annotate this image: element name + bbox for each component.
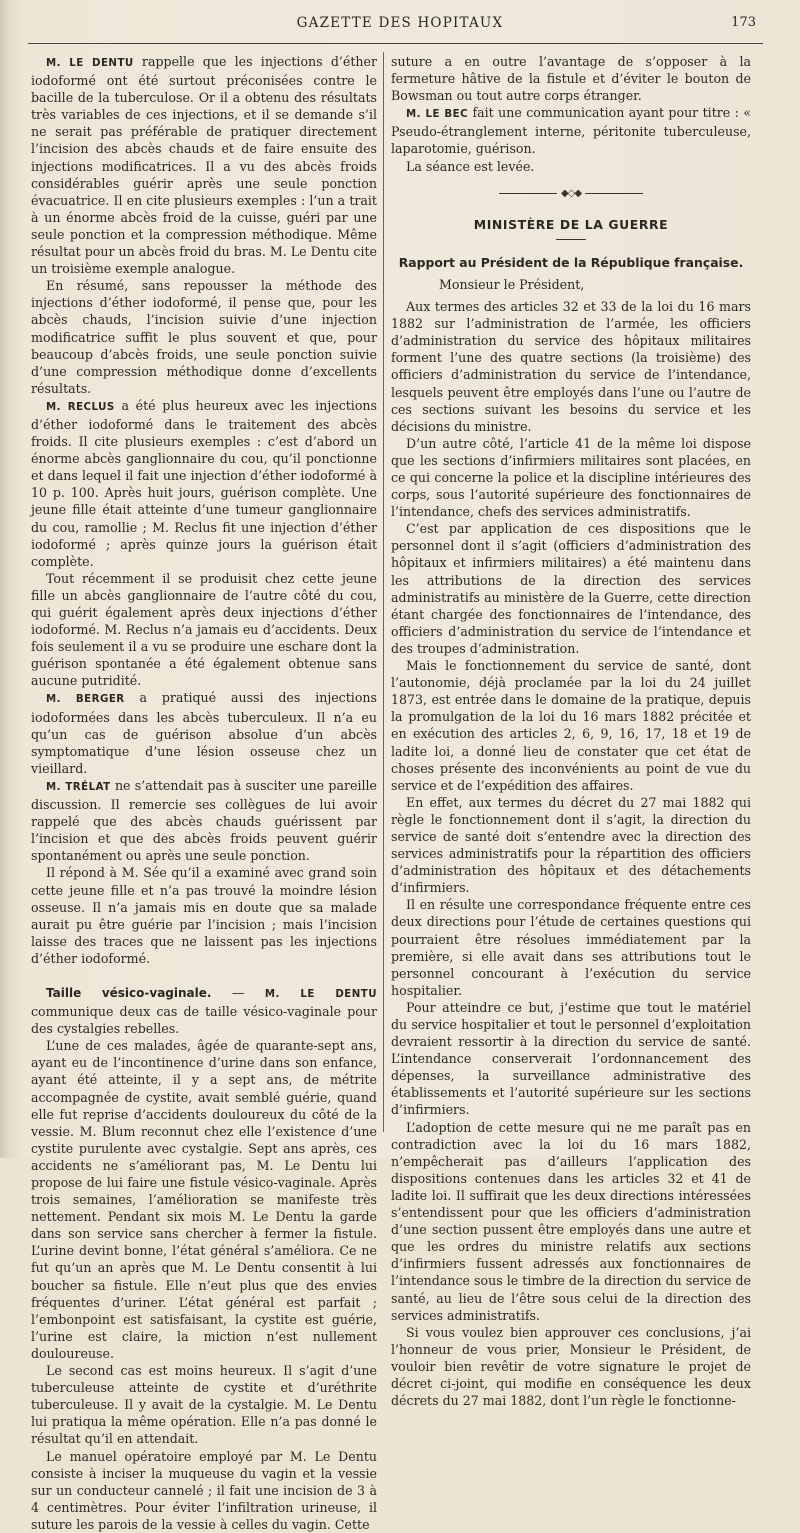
subheading: Taille vésico-vaginale. [46, 985, 212, 1000]
journal-title: GAZETTE DES HOPITAUX [296, 15, 504, 31]
paragraph: M. LE DENTU rappelle que les injections d’éther iodoformé ont été surtout préconisées contre le bacille de la tuberculose. Or il a obtenu des résultats très variables de ces injections, et il se demande s’il ne serait pas préférable de pratiquer directement l’incision des abcès chauds et de faire ensuite des injections modificatrices. Il a vu des abcès froids considérables guérir après une seule ponction évacuatrice. Il en cite plusieurs exemples : l’un a trait à un énorme abcès froid de la cuisse, guéri par une seule ponction et la compression méthodique. Même résultat pour un abcès froid du bras. M. Le Dentu cite un troisième exemple analogue. [31, 54, 377, 277]
paragraph: L’adoption de cette mesure qui ne me paraît pas en contradiction avec la loi du 16 mars 1882, n’empêcherait pas d’ailleurs l’application des dispositions contenues dans les articles 32 et 41 de ladite loi. Il suffirait que les deux directions intéressées s’entendissent pour que les officiers d’administration d’une section pussent être employés dans une autre et que les ordres du ministre relatifs aux sections d’infirmiers fussent adressés aux fonctionnaires de l’intendance sous le timbre de la direction du service de santé, au lieu de l’être sous celui de la direction des services administratifs. [391, 1119, 751, 1323]
paragraph: Taille vésico-vaginale. — M. LE DENTU communique deux cas de taille vésico-vaginale pour des cystalgies rebelles. [31, 984, 377, 1037]
paragraph: En résumé, sans repousser la méthode des injections d’éther iodoformé, il pense que, pour les abcès chauds, l’incision suivie d’une injection modificatrice suffit le plus souvent et que, pour beaucoup d’abcès froids, une seule ponction suivie d’une compression méthodique donne d’excellents résultats. [31, 278, 377, 396]
paragraph: Il répond à M. Sée qu’il a examiné avec grand soin cette jeune fille et n’a pas trouvé la moindre lésion osseuse. Il n’a jamais mis en doute que sa malade aurait pu être guérie par l’incision ; mais l’incision laisse des traces que ne laissent pas les injections d’éther iodoformé. [31, 865, 377, 966]
paragraph: Aux termes des articles 32 et 33 de la loi du 16 mars 1882 sur l’administration de l’armée, les officiers d’administration du service des hôpitaux militaires forment l’une des quatre sections (la troisième) des officiers d’administration du service de l’intendance, lesquels peuvent être employés dans l’une ou l’autre de ces sections suivant les besoins du service et les décisions du ministre. [391, 299, 751, 434]
spacer [31, 967, 377, 984]
section-title: MINISTÈRE DE LA GUERRE [473, 216, 669, 232]
speaker-name: M. BERGER [46, 694, 125, 706]
paragraph: Il en résulte une correspondance fréquente entre ces deux directions pour l’étude de certaines questions qui pourraient être résolues immédiatement par la première, si elle avait dans ses attributions tout le personnel concourant à l’exécution du service hospitalier. [391, 897, 751, 998]
paragraph: M. LE BEC fait une communication ayant pour titre : « Pseudo-étranglement interne, péritonite tuberculeuse, laparotomie, guérison. [391, 105, 751, 157]
right-column [391, 53, 751, 1409]
paragraph: M. RECLUS a été plus heureux avec les injections d’éther iodoformé dans le traitement des abcès froids. Il cite plusieurs exemples : c’est d’abord un énorme abcès ganglionnaire du cou, qu’il ponctionne et dans lequel il fait une injection d’éther iodoformé à 10 p. 100. Après huit jours, guérison complète. Une jeune fille était atteinte d’une tumeur ganglionnaire du cou, ramollie ; M. Reclus fit une injection d’éther iodoformé ; après quinze jours la guérison était complète. [31, 397, 377, 569]
speaker-name: M. LE DENTU [46, 58, 134, 69]
page-number: 173 [731, 15, 756, 30]
header-rule [28, 43, 763, 44]
paragraph: Le second cas est moins heureux. Il s’agit d’une tuberculeuse atteinte de cystite et d’uréthrite tuberculeuse. Il y avait de la cystalgie. M. Le Dentu lui pratiqua la même opération. Elle n’a pas donné le résultat qu’il en attendait. [31, 1363, 377, 1447]
report-title: Rapport au Président de la République française. [398, 254, 744, 270]
paragraph: M. TRÉLAT ne s’attendait pas à susciter une pareille discussion. Il remercie ses collègues de lui avoir rappelé que des abcès chauds guérissent par l’incision et que des abcès froids peuvent guérir spontanément ou après une seule ponction. [31, 777, 377, 864]
speaker-name: M. TRÉLAT [46, 781, 111, 793]
paragraph: Tout récemment il se produisit chez cette jeune fille un abcès ganglionnaire de l’autre côté du cou, qui guérit également après deux injections d’éther iodoformé. M. Reclus n’a jamais eu d’accidents. Deux fois seulement il a vu se produire une eschare dont la guérison spontanée a été également obtenue sans aucune putridité. [31, 570, 377, 689]
speaker-name: M. LE DENTU [264, 988, 377, 1000]
paragraph: M. BERGER a pratiqué aussi des injections iodoformées dans les abcès tuberculeux. Il n’a eu qu’un cas de guérison absolue d’un abcès symptomatique d’une lésion osseuse chez un vieillard. [31, 690, 377, 776]
paragraph: suture a en outre l’avantage de s’opposer à la fermeture hâtive de la fistule et d’éviter le bouton de Bowsman ou tout autre corps étranger. [391, 54, 751, 104]
paragraph: C’est par application de ces dispositions que le personnel dont il s’agit (officiers d’administration des hôpitaux et infirmiers militaires) a été maintenu dans les attributions de la direction des services administratifs au ministère de la Guerre, cette direction étant chargée des fonctionnaires de l’intendance, des officiers d’administration du service de l’intendance et des troupes d’administration. [391, 521, 751, 656]
paragraph: Si vous voulez bien approuver ces conclusions, j’ai l’honneur de vous prier, Monsieur le Président, de vouloir bien revêtir de votre signature le projet de décret ci-joint, qui modifie en conséquence les deux décrets du 27 mai 1882, dont l’un règle le fonctionne- [391, 1324, 751, 1409]
paragraph: La séance est levée. [406, 158, 535, 174]
speaker-name: M. LE BEC [406, 109, 469, 121]
speaker-name: M. RECLUS [46, 401, 115, 413]
paragraph: D’un autre côté, l’article 41 de la même loi dispose que les sections d’infirmiers militaires sont placées, en ce qui concerne la police et la discipline intérieures des corps, sous l’autorité supérieure des fonctionnaires de l’intendance, chefs des services administratifs. [391, 435, 751, 520]
column-divider [383, 52, 384, 1132]
section-rule [556, 239, 586, 240]
left-column [31, 53, 377, 1533]
paragraph: En effet, aux termes du décret du 27 mai 1882 qui règle le fonctionnement dont il s’agit, la direction du service de santé doit s’entendre avec la direction des services administratifs pour la répartition des officiers d’administration des hôpitaux et des détachements d’infirmiers. [391, 794, 751, 896]
paragraph: Le manuel opératoire employé par M. Le Dentu consiste à inciser la muqueuse du vagin et la vessie sur un conducteur cannelé ; il fait une incision de 3 à 4 centimètres. Pour éviter l’infiltration urineuse, il suture les parois de la vessie à celles du vagin. Cette [31, 1448, 377, 1532]
section-ornament: ◆◇◆ [391, 185, 751, 202]
paragraph: Pour atteindre ce but, j’estime que tout le matériel du service hospitalier et tout le personnel d’exploitation devraient ressortir à la direction du service de santé. L’intendance conserverait l’ordonnancement des dépenses, la surveillance administrative des établissements et l’autorité supérieure sur les sections d’infirmiers. [391, 999, 751, 1118]
paragraph: Mais le fonctionnement du service de santé, dont l’autonomie, déjà proclamée par la loi du 24 juillet 1873, est entrée dans le domaine de la pratique, depuis la promulgation de la loi du 16 mars 1882 précitée et en exécution des articles 2, 6, 9, 16, 17, 18 et 19 de ladite loi, a donné lieu de constater que cet état de choses présente des inconvénients au point de vue du service et de l’expédition des affaires. [391, 658, 751, 793]
salutation: Monsieur le Président, [439, 276, 585, 292]
page-header [40, 13, 760, 39]
paragraph: L’une de ces malades, âgée de quarante-sept ans, ayant eu de l’incontinence d’urine dans son enfance, ayant été atteinte, il y a sept ans, de métrite accompagnée de cystite, avait semblé guérie, quand elle fut reprise d’accidents douloureux du côté de la vessie. M. Blum reconnut chez elle l’existence d’une cystite purulente avec cystalgie. Sept ans après, ces accidents ne s’améliorant pas, M. Le Dentu lui propose de lui faire une fistule vésico-vaginale. Après trois semaines, l’amélioration se manifeste très nettement. Pendant six mois M. Le Dentu la garde dans son service sans chercher à fermer la fistule. L’urine devint bonne, l’état général s’améliora. Ce ne fut qu’un an après que M. Le Dentu consentit à lui boucher sa fistule. Elle n’eut plus que des envies fréquentes d’uriner. L’état général est parfait ; l’embonpoint est satisfaisant, la cystite est guérie, l’urine est claire, la miction n’est nullement douloureuse. [31, 1038, 377, 1361]
